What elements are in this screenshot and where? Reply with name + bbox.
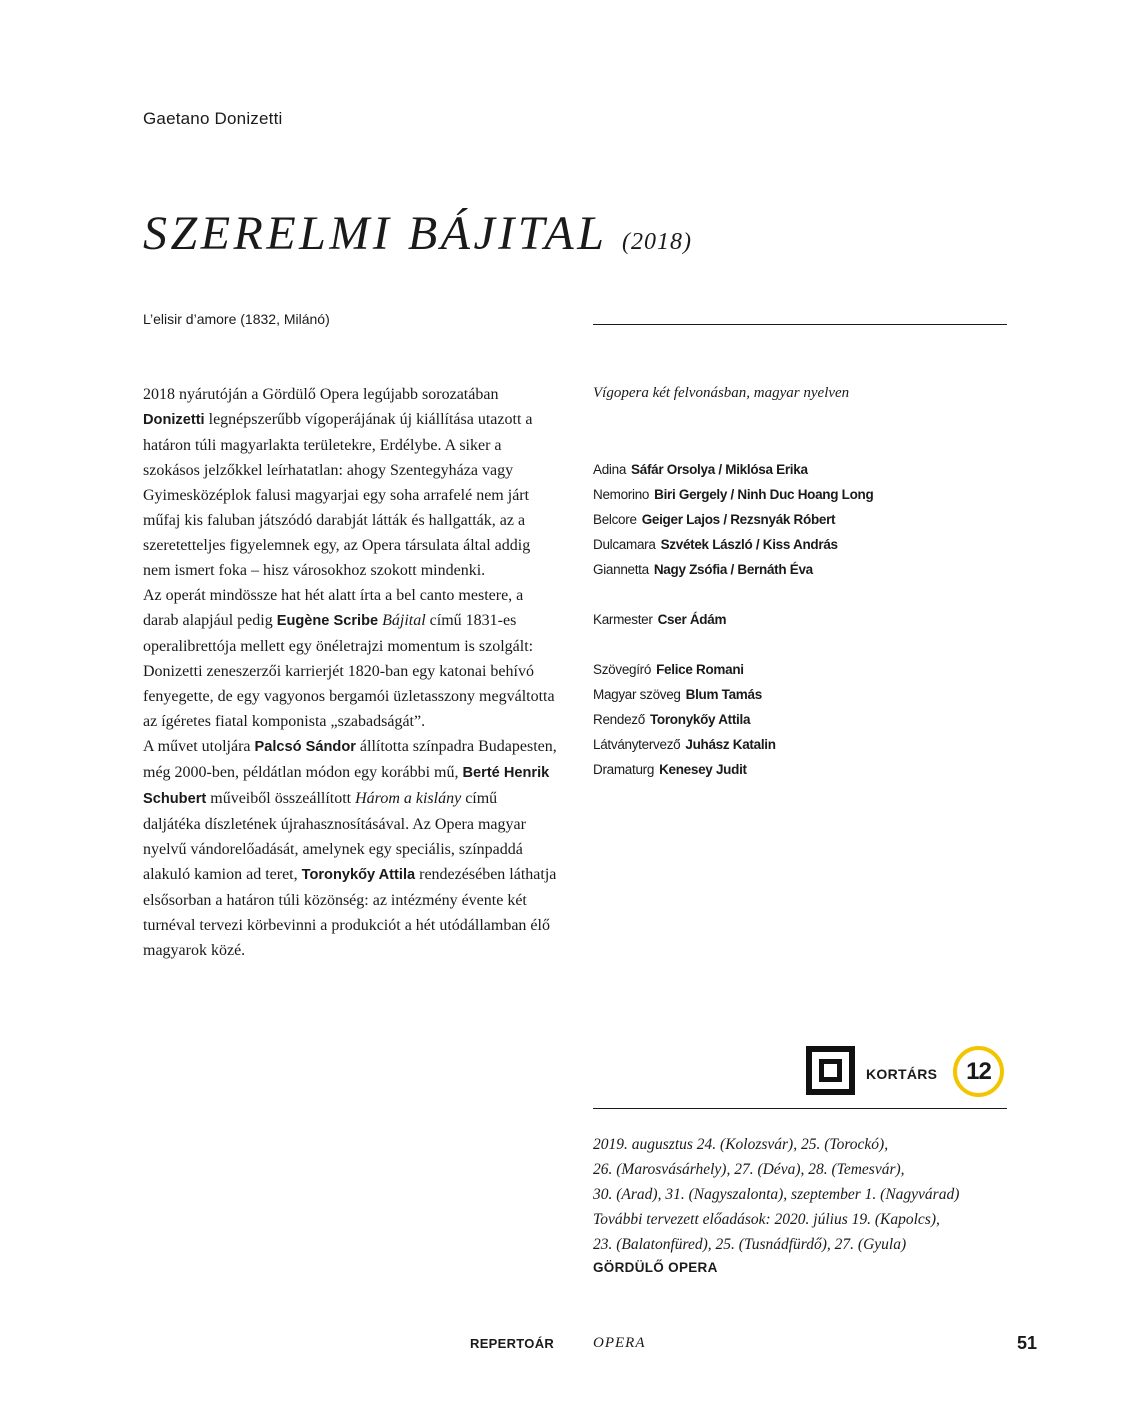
highlighted-name: Toronykőy Attila bbox=[301, 867, 416, 883]
credit-name: Sáfár Orsolya / Miklósa Erika bbox=[631, 462, 808, 477]
crew-row bbox=[593, 657, 1013, 682]
date-line: 30. (Arad), 31. (Nagyszalonta), szeptember 1. (Nagyvárad) bbox=[593, 1186, 960, 1203]
credit-name: Szvétek László / Kiss András bbox=[660, 537, 838, 552]
credit-role: Dulcamara bbox=[593, 537, 656, 552]
opera-title: SZERELMI BÁJITAL bbox=[143, 207, 607, 260]
crew-row bbox=[593, 757, 1013, 782]
cast-row bbox=[593, 557, 1013, 582]
credits-list bbox=[593, 457, 1013, 782]
credit-role: Szövegíró bbox=[593, 662, 652, 677]
text-run: állította színpadra Budapesten, még 2000-ben, példátlan módon egy korábbi mű, bbox=[143, 738, 557, 781]
text-run: Az operát mindössze hat hét alatt írta a bel canto mestere, a darab alapjául pedig bbox=[143, 587, 524, 629]
text-run: műveiből összeállított bbox=[206, 790, 356, 807]
article-paragraph bbox=[143, 583, 558, 734]
credit-name: Cser Ádám bbox=[657, 612, 727, 627]
credit-name: Toronykőy Attila bbox=[649, 712, 751, 727]
age-rating-badge: 12 bbox=[953, 1046, 1004, 1097]
crew-row bbox=[593, 682, 1013, 707]
credit-name: Biri Gergely / Ninh Duc Hoang Long bbox=[654, 487, 874, 502]
page-number: 51 bbox=[1017, 1333, 1038, 1353]
genre-subtitle: Vígopera két felvonásban, magyar nyelven bbox=[593, 385, 850, 401]
credit-role: Belcore bbox=[593, 512, 637, 527]
article-paragraph bbox=[143, 382, 558, 583]
credit-role: Giannetta bbox=[593, 562, 649, 577]
credit-name: Nagy Zsófia / Bernáth Éva bbox=[653, 562, 813, 577]
crew-row bbox=[593, 707, 1013, 732]
highlighted-name: Eugène Scribe bbox=[276, 613, 379, 629]
cast-row bbox=[593, 507, 1013, 532]
text-run: című daljátéka díszletének újrahasznosításával. Az Opera magyar nyelvű vándorelőadását, amelynek egy speciális, színpaddá alakuló kamion ad teret, bbox=[143, 790, 526, 883]
date-line: További tervezett előadások: 2020. július 19. (Kapolcs), bbox=[593, 1211, 940, 1228]
text-run: 2018 nyárutóján a Gördülő Opera legújabb sorozatában bbox=[143, 386, 499, 403]
work-title: Három a kislány bbox=[355, 790, 462, 807]
date-line: 2019. augusztus 24. (Kolozsvár), 25. (Torockó), bbox=[593, 1136, 889, 1153]
page-title bbox=[143, 206, 692, 261]
credit-name: Geiger Lajos / Rezsnyák Róbert bbox=[641, 512, 836, 527]
production-year: (2018) bbox=[622, 229, 693, 255]
dates-divider bbox=[593, 1108, 1007, 1109]
cast-row bbox=[593, 482, 1013, 507]
conductor-row bbox=[593, 607, 1013, 632]
credit-name: Blum Tamás bbox=[685, 687, 762, 702]
cast-row bbox=[593, 457, 1013, 482]
credit-role: Adina bbox=[593, 462, 627, 477]
highlighted-name: Donizetti bbox=[143, 412, 205, 428]
footer-section: REPERTOÁR bbox=[470, 1336, 555, 1351]
crew-row bbox=[593, 732, 1013, 757]
original-title: L’elisir d’amore (1832, Milánó) bbox=[143, 311, 330, 327]
article-paragraph bbox=[143, 734, 558, 963]
credit-role: Látványtervező bbox=[593, 737, 681, 752]
cast-row bbox=[593, 532, 1013, 557]
square-logo-icon bbox=[806, 1046, 855, 1095]
credit-name: Felice Romani bbox=[656, 662, 744, 677]
work-title: Bájital bbox=[382, 612, 426, 629]
date-line: 23. (Balatonfüred), 25. (Tusnádfürdő), 27. (Gyula) bbox=[593, 1236, 907, 1253]
text-run: rendezésében láthatja elsősorban a határon túli közönség: az intézmény évente két turnéval tervezi körbevinni a produkciót a hét utódállamban élő magyarok közé. bbox=[143, 866, 557, 959]
credit-name: Juhász Katalin bbox=[685, 737, 776, 752]
company-name: GÖRDÜLŐ OPERA bbox=[593, 1260, 718, 1275]
text-run: legnépszerűbb vígoperájának új kiállítása utazott a határon túli magyarlakta területekre, Erdélybe. A siker a szokásos jelzőkkel leírhatatlan: ahogy Szentegyháza vagy Gyimesközéplok falusi magyarjai egy soha arrafelé nem járt műfaj kis faluban játszódó darabját látták és hallgatták, az a szeretetteljes figyelemnek egy, az Opera társulata által addig nem ismert foka – hisz városokhoz szokott mindenki. bbox=[143, 411, 533, 579]
composer-name: Gaetano Donizetti bbox=[143, 109, 283, 128]
credit-role: Dramaturg bbox=[593, 762, 655, 777]
performance-dates bbox=[593, 1132, 1023, 1257]
category-label: KORTÁRS bbox=[866, 1066, 938, 1082]
header-divider bbox=[593, 324, 1007, 325]
credit-role: Rendező bbox=[593, 712, 645, 727]
credit-role: Nemorino bbox=[593, 487, 650, 502]
text-run: A művet utoljára bbox=[143, 738, 255, 755]
text-run: című 1831-es operalibrettója mellett egy önéletrajzi momentum is szolgált: Donizetti zeneszerzői karrierjét 1820-ban egy katonai behívó fenyegette, de egy vagyonos bergamói üzletasszony megváltotta az ígéretes fiatal komponista „szabadságát”. bbox=[143, 612, 555, 730]
date-line: 26. (Marosvásárhely), 27. (Déva), 28. (Temesvár), bbox=[593, 1161, 905, 1178]
article-body bbox=[143, 382, 558, 963]
footer-subsection: OPERA bbox=[593, 1335, 646, 1351]
highlighted-name: Palcsó Sándor bbox=[254, 739, 356, 755]
credit-role: Karmester bbox=[593, 612, 653, 627]
credit-role: Magyar szöveg bbox=[593, 687, 681, 702]
credit-name: Kenesey Judit bbox=[659, 762, 747, 777]
highlighted-name: Berté Henrik Schubert bbox=[143, 765, 550, 807]
